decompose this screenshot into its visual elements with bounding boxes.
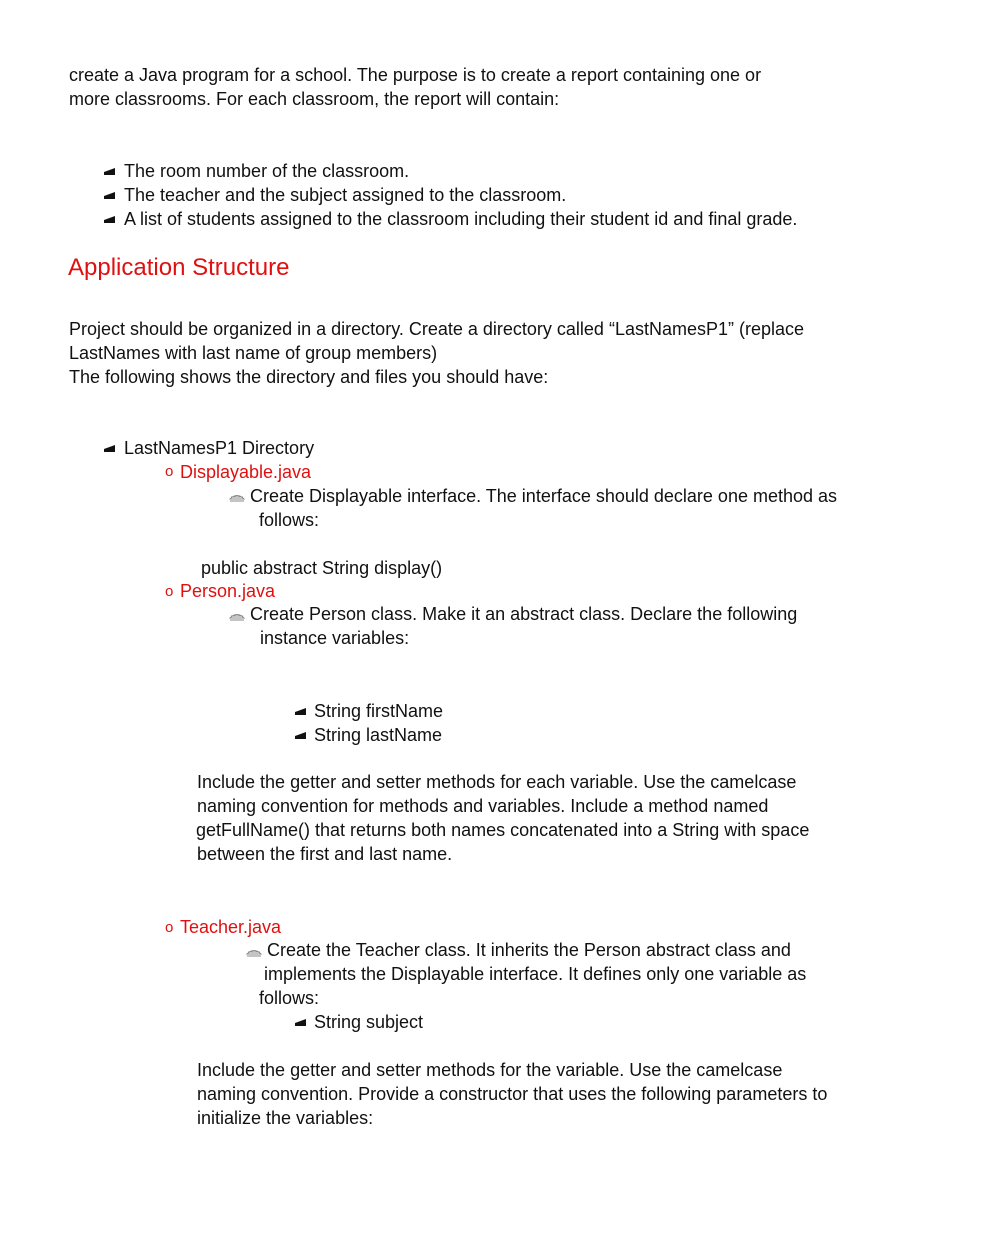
circle-bullet: o <box>165 463 174 480</box>
teacher-para-line: initialize the variables: <box>197 1108 374 1128</box>
flag-bullet-icon <box>103 184 116 206</box>
person-var: String firstName <box>314 701 444 721</box>
teacher-desc-3: follows: <box>259 988 320 1008</box>
file-person: Person.java <box>180 581 276 601</box>
flag-bullet-icon <box>103 437 116 459</box>
intro-line-1: create a Java program for a school. The purpose is to create a report containing one or <box>69 65 762 85</box>
teacher-desc-1: Create the Teacher class. It inherits the Person abstract class and <box>267 940 791 960</box>
person-para-line: getFullName() that returns both names concatenated into a String with space <box>196 820 810 840</box>
displayable-desc-1: Create Displayable interface. The interface should declare one method as <box>250 486 838 506</box>
circle-bullet: o <box>165 919 174 936</box>
teacher-para-line: Include the getter and setter methods for the variable. Use the camelcase <box>197 1060 783 1080</box>
teacher-desc-2: implements the Displayable interface. It defines only one variable as <box>264 964 807 984</box>
teacher-para-line: naming convention. Provide a constructor that uses the following parameters to <box>197 1084 828 1104</box>
structure-line-2: LastNames with last name of group members) <box>69 343 438 363</box>
person-var: String lastName <box>314 725 443 745</box>
flag-bullet-icon <box>294 1011 307 1033</box>
directory-label: LastNamesP1 Directory <box>124 438 315 458</box>
teacher-var: String subject <box>314 1012 424 1032</box>
displayable-desc-2: follows: <box>259 510 320 530</box>
structure-line-1: Project should be organized in a directory. Create a directory called “LastNamesP1” (replace <box>69 319 805 339</box>
person-desc-1: Create Person class. Make it an abstract class. Declare the following <box>250 604 798 624</box>
circle-bullet: o <box>165 583 174 600</box>
displayable-code: public abstract String display() <box>201 558 443 578</box>
person-para-line: Include the getter and setter methods for each variable. Use the camelcase <box>197 772 797 792</box>
flag-bullet-icon <box>294 700 307 722</box>
structure-line-3: The following shows the directory and files you should have: <box>69 367 549 387</box>
flag-bullet-icon <box>103 160 116 182</box>
pen-bullet-icon <box>245 940 263 962</box>
report-item: A list of students assigned to the classroom including their student id and final grade. <box>124 209 798 229</box>
pen-bullet-icon <box>228 485 246 507</box>
file-displayable: Displayable.java <box>180 462 312 482</box>
report-item: The teacher and the subject assigned to the classroom. <box>124 185 567 205</box>
person-para-line: naming convention for methods and variables. Include a method named <box>197 796 769 816</box>
person-desc-2: instance variables: <box>260 628 410 648</box>
flag-bullet-icon <box>294 724 307 746</box>
flag-bullet-icon <box>103 208 116 230</box>
section-title: Application Structure <box>68 254 290 281</box>
intro-line-2: more classrooms. For each classroom, the report will contain: <box>69 89 560 109</box>
pen-bullet-icon <box>228 604 246 626</box>
file-teacher: Teacher.java <box>180 917 282 937</box>
person-para-line: between the first and last name. <box>197 844 453 864</box>
report-item: The room number of the classroom. <box>124 161 410 181</box>
